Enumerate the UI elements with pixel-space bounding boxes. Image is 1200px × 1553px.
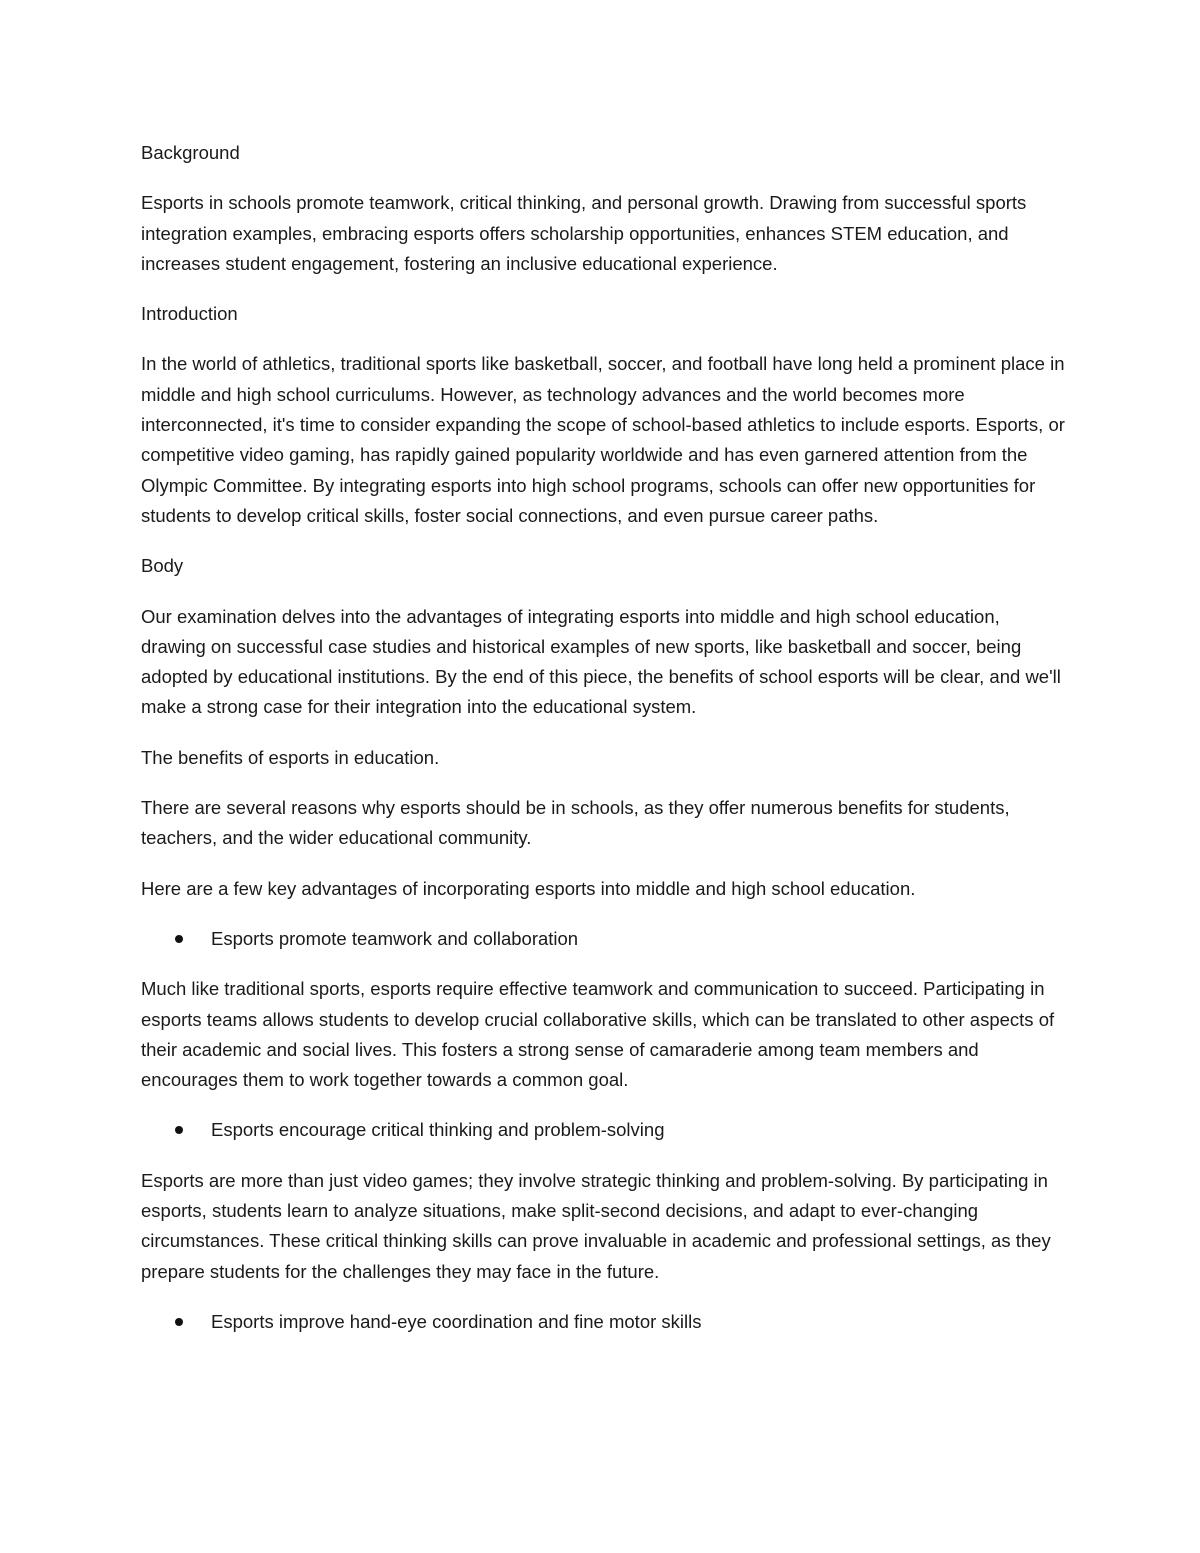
teamwork-paragraph: Much like traditional sports, esports require effective teamwork and communication to succeed. Participating in esports teams allows students to develop crucial collaborative skills, which can be translated to other aspects of their academic and social lives. This fosters a strong sense of camaraderie among team members and encourages them to work together towards a common goal. [141,978,1055,1091]
bullet-dot-icon [175,1126,183,1134]
background-paragraph: Esports in schools promote teamwork, critical thinking, and personal growth. Drawing from successful sports integration examples, embracing esports offers scholarship opportunities, enhances STEM education, and increases student engagement, fostering an inclusive educational experience. [141,192,1027,274]
bullet-text: Esports promote teamwork and collaboration [211,927,579,949]
background-heading: Background [141,142,240,163]
benefits-heading: The benefits of esports in education. [141,746,440,768]
document-page [141,138,1066,1357]
bullet-item-teamwork [141,924,1066,954]
introduction-paragraph: In the world of athletics, traditional sports like basketball, soccer, and football have long held a prominent place in middle and high school curriculums. However, as technology advances and the world becomes more interconnected, it's time to consider expanding the scope of school-based athletics to include esports. Esports, or competitive video gaming, has rapidly gained popularity worldwide and has even garnered attention from the Olympic Committee. By integrating esports into high school programs, schools can offer new opportunities for students to develop critical skills, foster social connections, and even pursue career paths. [141,353,1065,526]
bullet-text: Esports encourage critical thinking and problem-solving [211,1119,665,1141]
advantages-intro-paragraph: Here are a few key advantages of incorporating esports into middle and high school education. [141,877,916,899]
critical-thinking-paragraph: Esports are more than just video games; they involve strategic thinking and problem-solving. By participating in esports, students learn to analyze situations, make split-second decisions, and adapt to ever-changing circumstances. These critical thinking skills can prove invaluable in academic and professional settings, as they prepare students for the challenges they may face in the future. [141,1169,1051,1282]
benefits-intro-paragraph: There are several reasons why esports should be in schools, as they offer numerous benefits for students, teachers, and the wider educational community. [141,797,1010,849]
bullet-dot-icon [175,1318,183,1326]
bullet-item-coordination [141,1307,1066,1337]
bullet-text: Esports improve hand-eye coordination and fine motor skills [211,1310,702,1332]
body-heading: Body [141,555,184,577]
introduction-heading: Introduction [141,303,238,325]
bullet-item-critical-thinking [141,1115,1066,1145]
body-paragraph: Our examination delves into the advantages of integrating esports into middle and high school education, drawing on successful case studies and historical examples of new sports, like basketball and soccer, being adopted by educational institutions. By the end of this piece, the benefits of school esports will be clear, and we'll make a strong case for their integration into the educational system. [141,605,1061,718]
bullet-dot-icon [175,935,183,943]
